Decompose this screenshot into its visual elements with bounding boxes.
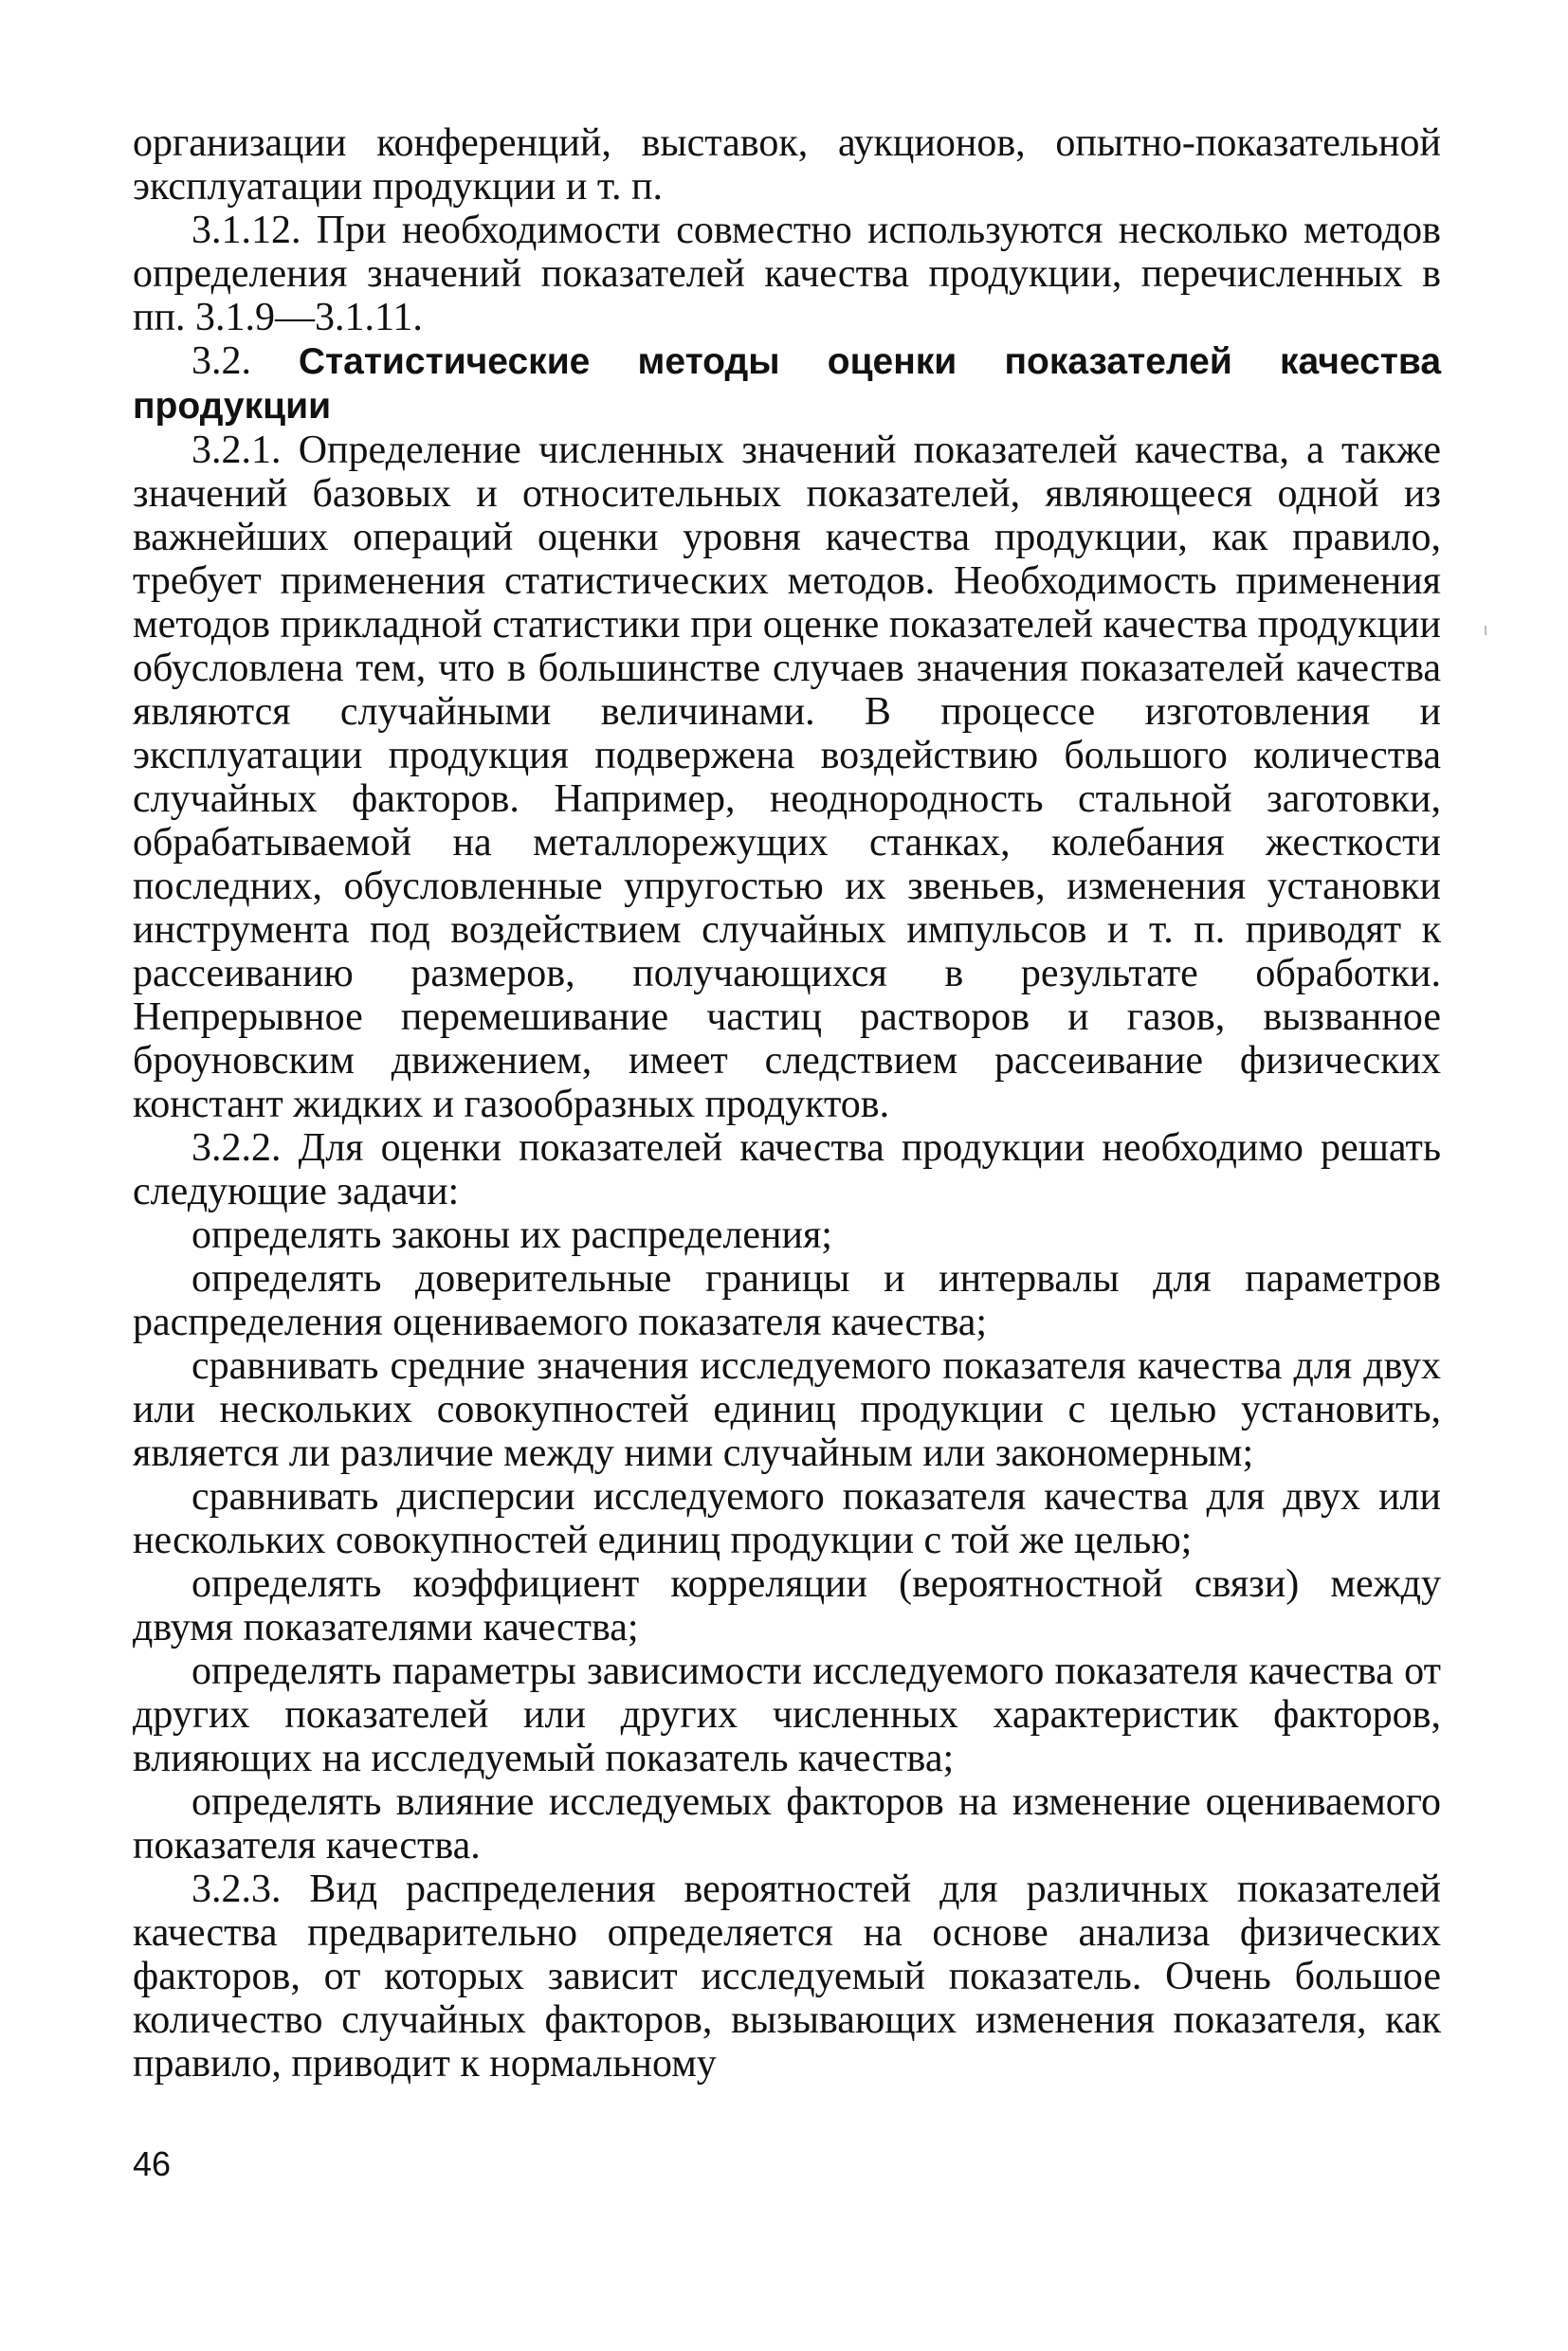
task-item: определять законы их распределения; (191, 1213, 832, 1257)
task-item: определять параметры зависимости исследуемого показателя качества от других показателей или других численных характеристик факторов, влияющих на исследуемый показатель качества; (133, 1649, 1441, 1780)
paragraph-3-2-1: 3.2.1. Определение численных значений показателей качества, а также значений базовых и относительных показателей, являющееся одной из важнейших операций оценки уровня качества продукции, как правило, требует применения статистических методов. Необходимость применения методов прикладной статистики при оценке показателей качества продукции обусловлена тем, что в большинстве случаев значения показателей качества являются случайными величинами. В процессе изготовления и эксплуатации продукция подвержена воздействию большого количества случайных факторов. Например, неоднородность стальной заготовки, обрабатываемой на металлорежущих станках, колебания жесткости последних, обусловленные упругостью их звеньев, изменения установки инструмента под воздействием случайных импульсов и т. п. приводят к рассеиванию размеров, получающихся в результате обработки. Непрерывное перемешивание частиц растворов и газов, вызванное броуновским движением, имеет следствием рассеивание физических констант жидких и газообразных продуктов. (133, 428, 1441, 1126)
task-item: определять влияние исследуемых факторов на изменение оцениваемого показателя качества. (133, 1780, 1441, 1868)
paragraph-3-1-12: 3.1.12. При необходимости совместно используются несколько методов определения значений показателей качества продукции, перечисленных в пп. 3.1.9—3.1.11. (133, 209, 1441, 339)
task-item: определять коэффициент корреляции (вероятностной связи) между двумя показателями качества; (133, 1562, 1441, 1649)
task-item: сравнивать средние значения исследуемого показателя качества для двух или нескольких совокупностей единиц продукции с целью установить, является ли различие между ними случайным или закономерным; (133, 1344, 1441, 1475)
page-number: 46 (133, 2144, 172, 2183)
task-item: сравнивать дисперсии исследуемого показателя качества для двух или нескольких совокупностей единиц продукции с той же целью; (133, 1475, 1441, 1562)
task-item: определять доверительные границы и интервалы для параметров распределения оцениваемого показателя качества; (133, 1257, 1441, 1344)
paragraph-3-2-2: 3.2.2. Для оценки показателей качества продукции необходимо решать следующие задачи: (133, 1126, 1441, 1213)
paragraph-3-2-3: 3.2.3. Вид распределения вероятностей для различных показателей качества предварительно определяется на основе анализа физических факторов, от которых зависит исследуемый показатель. Очень большое количество случайных факторов, вызывающих изменения показателя, как правило, приводит к нормальному (133, 1868, 1441, 2086)
section-title: Статистические методы оценки показателей качества продукции (133, 341, 1442, 427)
document-page (133, 121, 1441, 2086)
scan-artifact-mark (1485, 626, 1486, 635)
section-heading-3-2 (133, 339, 1441, 428)
section-number: 3.2. (191, 339, 251, 383)
intro-fragment: организации конференций, выставок, аукционов, опытно-показательной эксплуатации продукции и т. п. (133, 121, 1441, 209)
